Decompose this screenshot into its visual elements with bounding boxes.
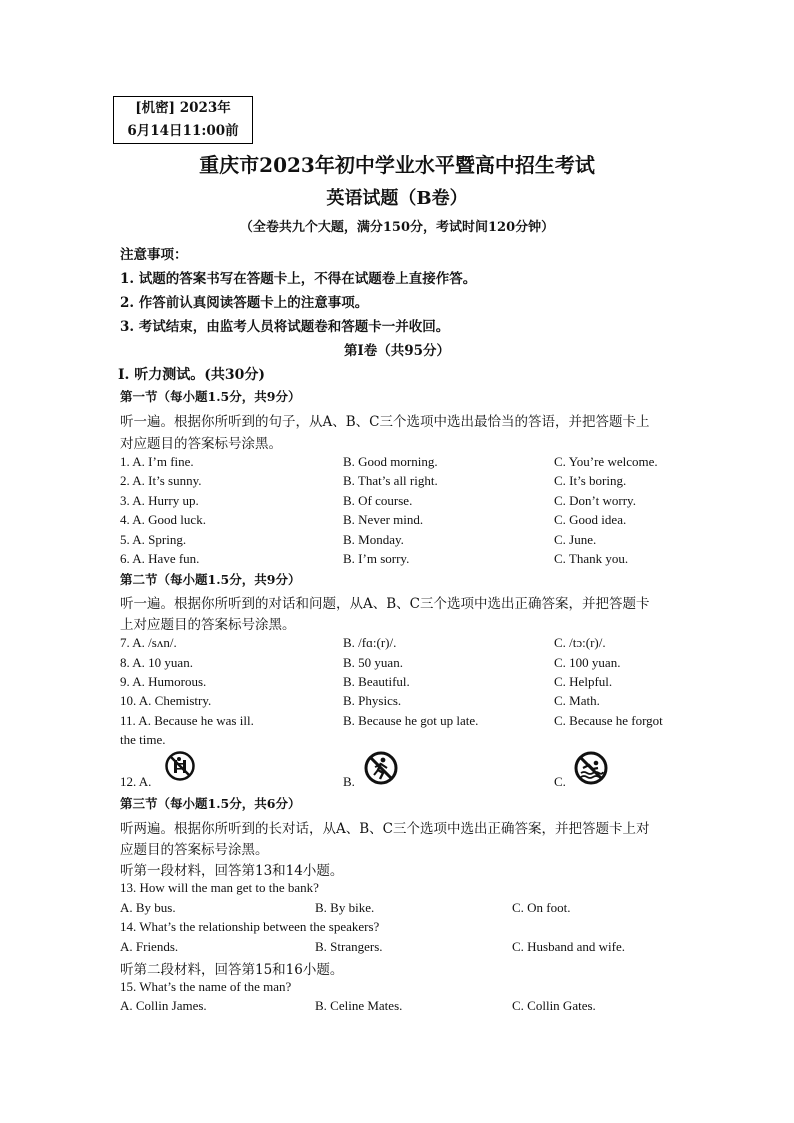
question-14: 14. What’s the relationship between the speakers?: [120, 919, 380, 934]
option-a: 3. A. Hurry up.: [120, 493, 199, 508]
section2-instruction: 听一遍。根据你所听到的对话和问题，从A、B、C三个选项中选出正确答案，并把答题卡: [120, 596, 650, 612]
confidential-box: [113, 96, 253, 144]
option-a: A. Friends.: [120, 939, 179, 954]
option-c: C. Good idea.: [554, 512, 627, 527]
no-running-icon: [364, 751, 398, 785]
option-c: C. June.: [554, 532, 597, 547]
confidential-line2: 6月14日11:00前: [127, 123, 239, 139]
section3-instruction: 应题目的答案标号涂黑。: [120, 842, 269, 858]
notice-item: 3. 考试结束，由监考人员将试题卷和答题卡一并收回。: [120, 319, 450, 335]
option-a: A. Collin James.: [120, 998, 207, 1013]
q11-continuation: the time.: [120, 732, 166, 747]
question-row: [120, 655, 680, 673]
exam-title: 重庆市2023年初中学业水平暨高中招生考试: [199, 153, 595, 177]
option-b: B. That’s all right.: [343, 473, 438, 488]
option-a: 5. A. Spring.: [120, 532, 187, 547]
dialog1-intro: 听第一段材料，回答第13和14小题。: [120, 863, 344, 879]
option-b: B. 50 yuan.: [343, 655, 403, 670]
option-b: B. /fɑ:(r)/.: [343, 635, 397, 650]
question-row: [120, 674, 680, 692]
notice-item: 1. 试题的答案书写在答题卡上，不得在试题卷上直接作答。: [120, 271, 477, 287]
option-a: 8. A. 10 yuan.: [120, 655, 193, 670]
option-c: C. /tɔ:(r)/.: [554, 635, 606, 650]
option-c: C. It’s boring.: [554, 473, 627, 488]
dialog2-intro: 听第二段材料，回答第15和16小题。: [120, 962, 344, 978]
question-row: [120, 454, 680, 472]
option-c: C. Collin Gates.: [512, 998, 596, 1013]
option-a: 10. A. Chemistry.: [120, 693, 212, 708]
question-row: [120, 532, 680, 550]
notice-item: 2. 作答前认真阅读答题卡上的注意事项。: [120, 295, 369, 311]
section1-instruction: 对应题目的答案标号涂黑。: [120, 436, 282, 452]
section1-instruction: 听一遍。根据你所听到的句子，从A、B、C三个选项中选出最恰当的答语，并把答题卡上: [120, 414, 650, 430]
section2-instruction: 上对应题目的答案标号涂黑。: [120, 617, 296, 633]
option-c: C. Because he forgot: [554, 713, 663, 728]
section3-heading: 第三节（每小题1.5分，共6分）: [120, 796, 301, 811]
no-swimming-icon: [574, 751, 608, 785]
option-b: B. Physics.: [343, 693, 402, 708]
option-a: 2. A. It’s sunny.: [120, 473, 202, 488]
no-climbing-icon: [165, 751, 195, 781]
option-c: C. Helpful.: [554, 674, 613, 689]
section3-instruction: 听两遍。根据你所听到的长对话，从A、B、C三个选项中选出正确答案，并把答题卡上对: [120, 821, 650, 837]
option-a: A. By bus.: [120, 900, 176, 915]
option-c: C. Thank you.: [554, 551, 629, 566]
option-b: B. Because he got up late.: [343, 713, 479, 728]
question-13: 13. How will the man get to the bank?: [120, 880, 319, 895]
exam-note: （全卷共九个大题，满分150分，考试时间120分钟）: [239, 220, 555, 235]
option-b: B. By bike.: [315, 900, 375, 915]
question-row: [120, 693, 680, 711]
q12-option-a-label: 12. A.: [120, 774, 152, 789]
exam-subtitle: 英语试题（B卷）: [326, 188, 468, 209]
question-row: [120, 473, 680, 491]
option-c: C. Don’t worry.: [554, 493, 636, 508]
option-b: B. Celine Mates.: [315, 998, 403, 1013]
question-row: [120, 998, 680, 1016]
q12-option-b-label: B.: [343, 774, 355, 789]
option-a: 9. A. Humorous.: [120, 674, 207, 689]
question-15: 15. What’s the name of the man?: [120, 979, 292, 994]
option-b: B. Monday.: [343, 532, 404, 547]
option-c: C. Husband and wife.: [512, 939, 626, 954]
question-row: [120, 493, 680, 511]
option-b: B. Never mind.: [343, 512, 424, 527]
q12-option-c-label: C.: [554, 774, 566, 789]
option-b: B. Strangers.: [315, 939, 383, 954]
section1-heading: 第一节（每小题1.5分，共9分）: [120, 389, 301, 404]
question-row: [120, 512, 680, 530]
question-row: [120, 939, 680, 957]
question-row: [120, 551, 680, 569]
option-b: B. Of course.: [343, 493, 413, 508]
option-a: 11. A. Because he was ill.: [120, 713, 254, 728]
question-row: [120, 900, 680, 918]
volume-heading: 第Ⅰ卷（共95分）: [343, 343, 451, 359]
question-row: [120, 635, 680, 653]
option-c: C. Math.: [554, 693, 600, 708]
option-a: 7. A. /sʌn/.: [120, 635, 177, 650]
option-b: B. Beautiful.: [343, 674, 410, 689]
option-a: 6. A. Have fun.: [120, 551, 200, 566]
option-a: 4. A. Good luck.: [120, 512, 206, 527]
option-c: C. On foot.: [512, 900, 571, 915]
option-b: B. I’m sorry.: [343, 551, 410, 566]
notice-heading: 注意事项：: [120, 247, 188, 263]
option-c: C. You’re welcome.: [554, 454, 658, 469]
option-a: 1. A. I’m fine.: [120, 454, 194, 469]
part1-heading: Ⅰ. 听力测试。(共30分): [118, 367, 266, 383]
confidential-line1: [机密] 2023年: [135, 100, 231, 116]
question-row: [120, 713, 680, 731]
option-c: C. 100 yuan.: [554, 655, 621, 670]
option-b: B. Good morning.: [343, 454, 438, 469]
section2-heading: 第二节（每小题1.5分，共9分）: [120, 572, 301, 587]
